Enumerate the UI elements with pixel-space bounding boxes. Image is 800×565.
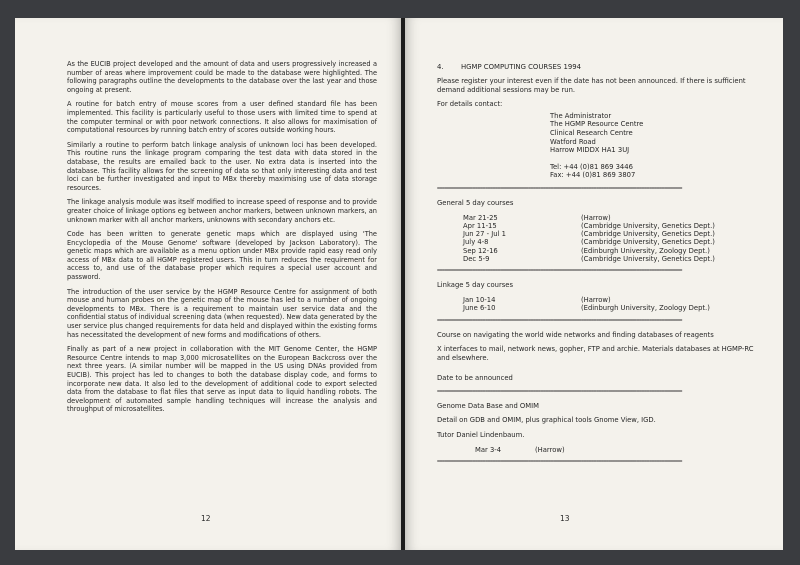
section-number: 4. — [437, 63, 444, 71]
linkage-schedule — [463, 296, 762, 313]
separator-line: ================================================================================================= — [437, 185, 682, 192]
gdb-course-title: Genome Data Base and OMIM — [437, 401, 540, 410]
schedule-row — [463, 238, 762, 246]
schedule-row — [475, 446, 762, 454]
paragraph-batch-entry: A routine for batch entry of mouse scores from a user defined standard file has been implemented. This facility is particularly useful to those users with limited time to spend at the computer terminal or with poor network connections. It also allows for maximisation of computational resources by running batch entry of scores outside working hours. — [67, 100, 377, 135]
address-line: The HGMP Resource Centre — [550, 120, 644, 129]
schedule-row — [463, 304, 762, 312]
address-line: Clinical Research Centre — [550, 128, 633, 137]
schedule-place: (Harrow) — [535, 445, 565, 454]
paragraph-genetic-maps: Code has been written to generate genetic maps which are displayed using 'The Encyclopedia of the Mouse Genome' software (developed by Jackson Laboratory). The genetic maps which are available as a menu option under MBx provide rapid easy read only access of MBx data to all HGMP registered users. This in turn reduces the requirement for access to, and use of the database proper which requires a special user account and password. — [67, 230, 377, 282]
right-page-body — [437, 63, 762, 472]
paragraph-intro: As the EUCIB project developed and the amount of data and users progressively increased a number of areas where improvement could be made to the database were highlighted. The following paragraphs outline the developments to the database over the last year and those ongoing at present. — [67, 60, 377, 94]
schedule-date: Dec 5-9 — [463, 255, 490, 264]
document-spread — [15, 18, 783, 550]
fax: Fax: +44 (0)81 869 3807 — [550, 171, 636, 180]
contact-address — [550, 112, 762, 180]
general-courses-title: General 5 day courses — [437, 198, 514, 207]
schedule-row — [463, 255, 762, 263]
section-title: HGMP COMPUTING COURSES 1994 — [461, 63, 582, 71]
address-line: The Administrator — [550, 111, 612, 120]
gdb-course-tutor: Tutor Daniel Lindenbaum. — [437, 431, 525, 440]
schedule-row — [463, 247, 762, 255]
schedule-date: Apr 11-15 — [463, 221, 497, 230]
address-line: Harrow MIDDX HA1 3UJ — [550, 146, 630, 155]
left-page-body — [67, 60, 377, 420]
paragraph-linkage-module: The linkage analysis module was itself modified to increase speed of response and to provide greater choice of linkage options eg between anchor markers, between unknown markers, an unknown marker with all anchor markers, unknowns with secondary anchors etc. — [67, 198, 377, 224]
general-schedule — [463, 214, 762, 264]
schedule-row — [463, 296, 762, 304]
separator-line: ================================================================================================= — [437, 458, 682, 465]
schedule-place: (Edinburgh University, Zoology Dept.) — [581, 246, 710, 255]
network-course-date: Date to be announced — [437, 374, 513, 383]
separator-line: ================================================================================================= — [437, 268, 682, 275]
schedule-date: Mar 21-25 — [463, 213, 498, 222]
schedule-place: (Cambridge University, Genetics Dept.) — [581, 255, 715, 264]
paragraph-user-service: The introduction of the user service by the HGMP Resource Centre for assignment of both mouse and human probes on the genetic map of the mouse has led to a number of ongoing developments to MBx. There is a requirement to maintain user service data and the confidential status of individual screening data (when requested). New data generated by the user service plus changed requirements for data held and displayed within the existing forms has necessitated the development of new forms and modifications of others. — [67, 287, 377, 339]
network-course-title: Course on navigating the world wide networks and finding databases of reagents — [437, 330, 714, 339]
section-heading — [437, 63, 762, 71]
schedule-place: (Edinburgh University, Zoology Dept.) — [581, 304, 710, 313]
paragraph-mit-project: Finally as part of a new project in collaboration with the MIT Genome Center, the HGMP Resource Centre intends to map 3,000 microsatellites on the European Backcross over the next three years. (A similar number will be mapped in the US using DNAs provided from EUCIB). This project has led to changes to both the database display code, and forms to incorporate new data. It also led to the development of additional code to export selected data from the database to flat files that serve as input data to liquid handling robots. The development of automated sample handling techniques will increase the analysis and throughput of microsatellites. — [67, 345, 377, 414]
schedule-place: (Cambridge University, Genetics Dept.) — [581, 238, 715, 247]
schedule-row — [463, 230, 762, 238]
gdb-schedule — [475, 446, 762, 454]
intro-text: Please register your interest even if the date has not been announced. If there is sufficient demand additional sessions may be run. — [437, 77, 746, 94]
schedule-date: Jun 27 - Jul 1 — [463, 230, 506, 239]
schedule-date: July 4-8 — [463, 238, 489, 247]
separator-line: ================================================================================================= — [437, 317, 682, 324]
schedule-place: (Harrow) — [581, 295, 611, 304]
left-page — [15, 18, 401, 550]
schedule-row — [463, 222, 762, 230]
schedule-date: June 6-10 — [463, 304, 496, 313]
telephone: Tel: +44 (0)81 869 3446 — [550, 162, 633, 171]
right-page — [405, 18, 783, 550]
contact-label: For details contact: — [437, 100, 503, 109]
address-line: Watford Road — [550, 137, 596, 146]
gdb-course-description: Detail on GDB and OMIM, plus graphical tools Gnome View, IGD. — [437, 416, 656, 425]
linkage-courses-title: Linkage 5 day courses — [437, 281, 514, 290]
separator-line: ================================================================================================= — [437, 388, 682, 395]
page-number-left: 12 — [201, 514, 211, 523]
schedule-date: Jan 10-14 — [463, 295, 496, 304]
schedule-place: (Cambridge University, Genetics Dept.) — [581, 221, 715, 230]
paragraph-batch-linkage: Similarly a routine to perform batch linkage analysis of unknown loci has been developed. This routine runs the linkage program comparing the test data with data stored in the database, the results are emailed back to the user. No extra data is inserted into the database. This facility allows for the screening of data so that only interesting data and test loci can be further investigated and input to MBx thereby maximising use of data storage resources. — [67, 140, 377, 192]
schedule-place: (Harrow) — [581, 213, 611, 222]
schedule-row — [463, 214, 762, 222]
schedule-place: (Cambridge University, Genetics Dept.) — [581, 230, 715, 239]
schedule-date: Sep 12-16 — [463, 246, 498, 255]
network-course-description: X interfaces to mail, network news, gopher, FTP and archie. Materials databases at HGMP-RC and elsewhere. — [437, 345, 754, 362]
page-number-right: 13 — [560, 514, 570, 523]
schedule-date: Mar 3-4 — [475, 445, 502, 454]
